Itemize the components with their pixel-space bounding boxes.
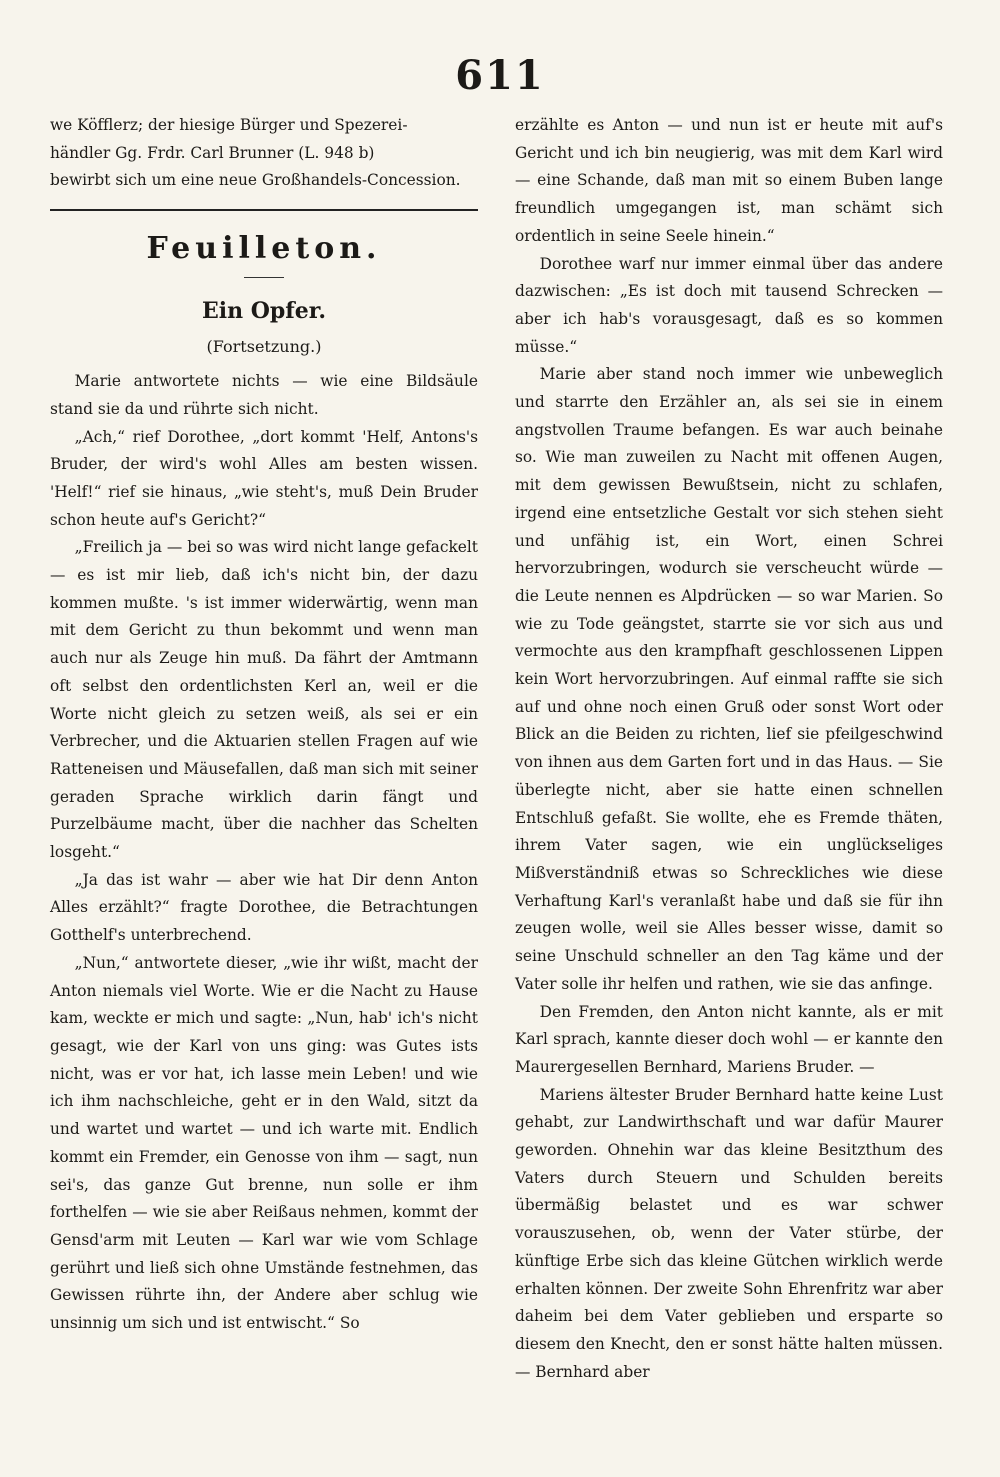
- notice-line-1: we Köfflerz; der hiesige Bürger und Spezerei-: [50, 116, 408, 134]
- title-rule: [244, 277, 284, 278]
- story-title: Ein Opfer.: [201, 298, 327, 325]
- paragraph: Marie aber stand noch immer wie unbeweglich und starrte den Erzähler an, als sei sie in einem angstvollen Traume befangen. Es war auch beinahe so. Wie man zuweilen zu Nacht mit offenen Augen, mit dem gewissen Bewußtsein, nicht zu schlafen, irgend eine entsetzliche Gestalt vor sich stehen sieht und unfähig ist, ein Wort, einen Schrei hervorzubringen, wodurch sie verscheucht würde — die Leute nennen es Alpdrücken — so war Marien. So wie zu Tode geängstet, starrte sie vor sich aus und vermochte aus den krampfhaft geschlossenen Lippen kein Wort hervorzubringen. Auf einmal raffte sie sich auf und ohne noch einen Gruß oder sonst Wort oder Blick an die Beiden zu richten, lief sie pfeilgeschwind von ihnen aus dem Garten fort und in das Haus. — Sie überlegte nicht, aber sie hatte einen schnellen Entschluß gefaßt. Sie wollte, ehe es Fremde thäten, ihrem Vater sagen, wie ein unglückseliges Mißverständniß etwas so Schreckliches wie diese Verhaftung Karl's veranlaßt habe und daß sie für ihn zeugen wolle, weil sie Alles besser wisse, damit so seine Unschuld schneller an den Tag käme und der Vater solle ihr helfen und rathen, wie sie das anfinge.: [515, 365, 943, 993]
- paragraph: Mariens ältester Bruder Bernhard hatte keine Lust gehabt, zur Landwirthschaft und war dafür Maurer geworden. Ohnehin war das kleine Besitzthum des Vaters durch Steuern und Schulden bereits übermäßig belastet und es war schwer vorauszusehen, ob, wenn der Vater stürbe, der künftige Erbe sich das kleine Gütchen wirklich werde erhalten können. Der zweite Sohn Ehrenfritz war aber daheim bei dem Vater geblieben und ersparte so diesem den Knecht, den er sonst hätte halten müssen. — Bernhard aber: [515, 1085, 943, 1381]
- paragraph: „Ja das ist wahr — aber wie hat Dir denn Anton Alles erzählt?“ fragte Dorothee, die Betrachtungen Gotthelf's unterbrechend.: [50, 870, 478, 945]
- notice-line-2: händler Gg. Frdr. Carl Brunner (L. 948 b): [50, 143, 375, 162]
- paragraph: Den Fremden, den Anton nicht kannte, als er mit Karl sprach, kannte dieser doch wohl — er kannte den Maurergesellen Bernhard, Mariens Bruder. —: [515, 1002, 943, 1076]
- paragraph: „Ach,“ rief Dorothee, „dort kommt 'Helf, Antons's Bruder, der wird's wohl Alles am besten wissen. 'Helf!“ rief sie hinaus, „wie steht's, muß Dein Bruder schon heute auf's Gericht?“: [50, 427, 478, 529]
- paragraph: Dorothee warf nur immer einmal über das andere dazwischen: „Es ist doch mit tausend Schrecken — aber ich hab's vorausgesagt, daß es so kommen müsse.“: [515, 254, 943, 356]
- right-column: [515, 112, 943, 1386]
- section-divider: [50, 209, 478, 211]
- paragraph: Marie antwortete nichts — wie eine Bildsäule stand sie da und rührte sich nicht.: [50, 372, 478, 418]
- paragraph: „Nun,“ antwortete dieser, „wie ihr wißt, macht der Anton niemals viel Worte. Wie er die Nacht zu Hause kam, weckte er mich und sagte: „Nun, hab' ich's nicht gesagt, wie der Karl von uns ging: was Gutes ists nicht, was er vor hat, ich lasse mein Leben! und wie ich ihm nachschleiche, geht er in den Wald, sitzt da und wartet und wartet — und ich warte mit. Endlich kommt ein Fremder, ein Genosse von ihm — sagt, nun sei's, das ganze Gut brenne, nun solle er ihm forthelfen — wie sie aber Reißaus nehmen, kommt der Gensd'arm mit Leuten — Karl war wie vom Schlage gerührt und ließ sich ohne Umstände festnehmen, das Gewissen rührte ihn, der Andere aber schlug wie unsinnig um sich und ist entwischt.“ So: [50, 953, 478, 1333]
- section-title: Feuilleton.: [146, 231, 382, 267]
- paragraph: „Freilich ja — bei so was wird nicht lange gefackelt — es ist mir lieb, daß ich's nicht bin, der dazu kommen mußte. 's ist immer widerwärtig, wenn man mit dem Gericht zu thun bekommt und wenn man auch nur als Zeuge hin muß. Da fährt der Amtmann oft selbst den ordentlichsten Kerl an, weil er die Worte nicht gleich zu setzen weiß, als sei er ein Verbrecher, und die Aktuarien stellen Fragen auf wie Ratteneisen und Mäusefallen, daß man sich mit seiner geraden Sprache wirklich darin fängt und Purzelbäume macht, über die nachher das Schelten losgeht.“: [50, 538, 478, 862]
- notice-line-3: bewirbt sich um eine neue Großhandels-Concession.: [50, 171, 461, 190]
- left-column: [50, 112, 478, 1338]
- page-number: 611: [455, 52, 545, 99]
- paragraph: erzählte es Anton — und nun ist er heute mit auf's Gericht und ich bin neugierig, was mit dem Karl wird — eine Schande, daß man mit so einem Buben lange freundlich umgegangen ist, man schämt sich ordentlich in seine Seele hinein.“: [515, 116, 943, 245]
- continued-note: (Fortsetzung.): [206, 337, 322, 357]
